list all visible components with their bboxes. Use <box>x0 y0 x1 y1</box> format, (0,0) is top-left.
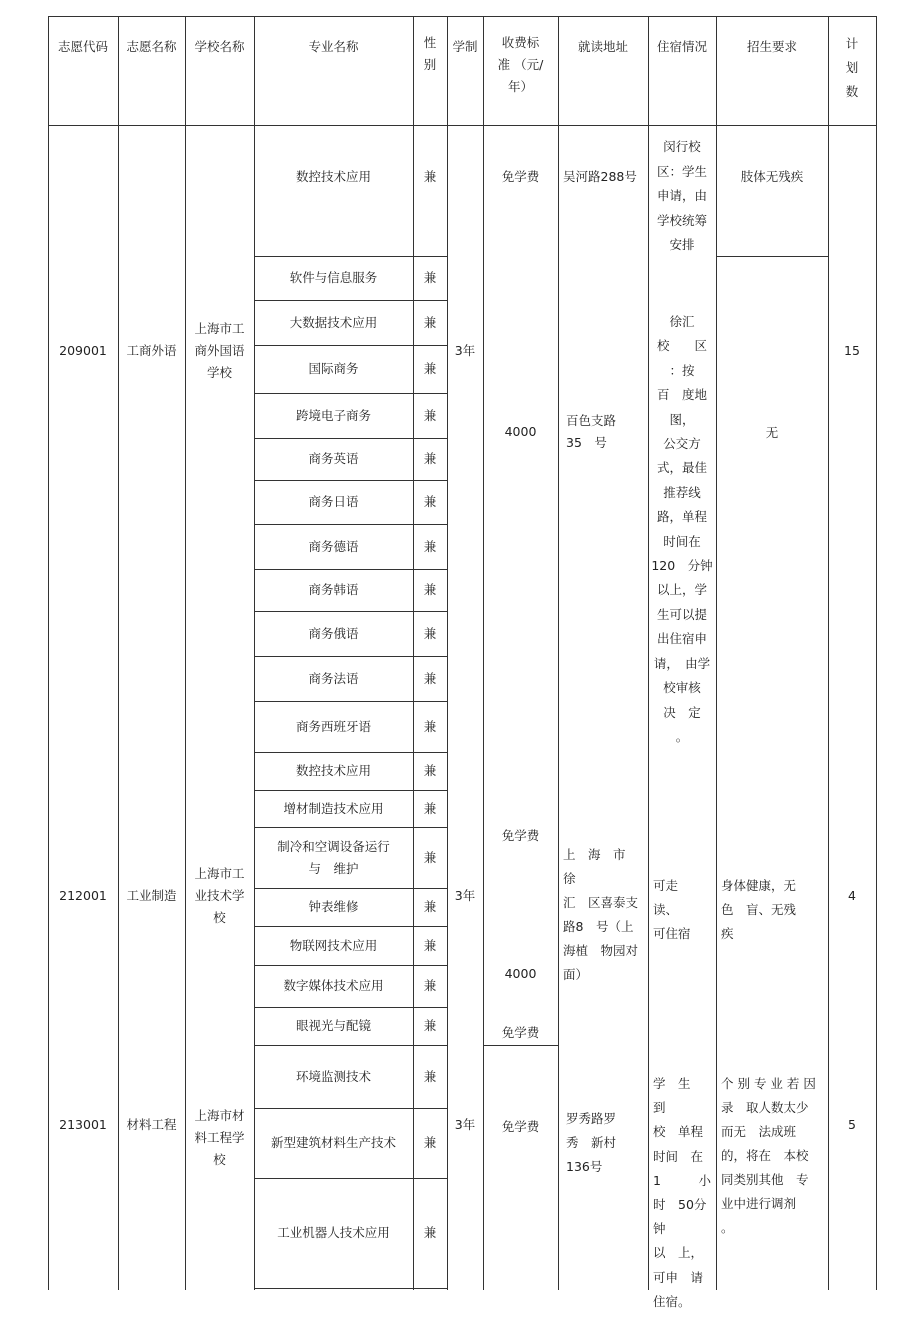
group2-address: 上 海 市 徐 汇 区喜泰支 路8 号（上 海植 物园对 面） <box>563 847 639 982</box>
group1-code: 209001 <box>59 343 107 358</box>
major-name: 商务德语 <box>308 538 359 554</box>
group2-school: 上海市工 业技术学 校 <box>194 866 245 925</box>
major-gender: 兼 <box>423 407 437 423</box>
major-name: 国际商务 <box>308 361 359 376</box>
major-name: 大数据技术应用 <box>289 314 378 330</box>
major-name: 数控技术应用 <box>295 763 371 778</box>
group2-quota: 4 <box>848 888 856 903</box>
major-name: 数控技术应用 <box>295 169 371 184</box>
major-name: 制冷和空调设备运行 与 维护 <box>277 838 390 876</box>
major-name: 新型建筑材料生产技术 <box>270 1135 396 1150</box>
major-name: 工业机器人技术应用 <box>277 1225 390 1240</box>
major-name: 跨境电子商务 <box>295 407 371 423</box>
major-name: 商务英语 <box>308 451 359 466</box>
major-gender: 兼 <box>423 494 437 509</box>
major-gender: 兼 <box>423 899 437 914</box>
major-gender: 兼 <box>423 361 437 376</box>
group2-fee-bottom: 免学费 <box>501 1025 540 1040</box>
major-gender: 兼 <box>423 270 437 285</box>
group3-address: 罗秀路罗 秀 新村 136号 <box>566 1110 617 1174</box>
major-name: 眼视光与配镜 <box>295 1018 371 1033</box>
group2-fee-top: 免学费 <box>501 828 540 843</box>
header-name: 志愿名称 <box>126 39 177 54</box>
major-gender: 兼 <box>423 978 437 993</box>
group1-requirements: 无 <box>765 425 779 440</box>
major-name: 环境监测技术 <box>295 1068 371 1084</box>
group2-code: 212001 <box>59 888 107 903</box>
header-requirements: 招生要求 <box>746 39 797 54</box>
major-gender: 兼 <box>423 1018 437 1033</box>
group1-first-address: 吴河路288号 <box>563 169 637 184</box>
group3-quota: 5 <box>848 1117 856 1132</box>
group2-requirements: 身体健康，无 色 盲、无残 疾 <box>721 878 797 941</box>
group3-name: 材料工程 <box>126 1117 177 1132</box>
major-name: 物联网技术应用 <box>289 937 378 953</box>
major-gender: 兼 <box>423 314 437 330</box>
group1-first-fee: 免学费 <box>501 169 540 184</box>
group2-years: 3年 <box>454 888 476 903</box>
major-gender: 兼 <box>423 800 437 816</box>
group2-fee-mid: 4000 <box>504 966 537 981</box>
major-gender: 兼 <box>423 582 437 597</box>
major-name: 商务俄语 <box>308 625 359 641</box>
group3-fee: 免学费 <box>501 1118 540 1134</box>
grid-vline <box>876 16 877 1290</box>
header-school: 学校名称 <box>194 39 245 54</box>
major-gender: 兼 <box>423 849 437 865</box>
header-major: 专业名称 <box>308 39 359 54</box>
group1-quota: 15 <box>844 343 860 358</box>
header-gender: 性 别 <box>423 35 437 72</box>
major-gender: 兼 <box>423 718 437 734</box>
major-name: 增材制造技术应用 <box>283 800 384 816</box>
major-gender: 兼 <box>423 1225 437 1240</box>
group1-school: 上海市工 商外国语 学校 <box>194 321 245 380</box>
major-name: 商务法语 <box>308 670 359 686</box>
group3-code: 213001 <box>59 1117 107 1132</box>
major-name: 商务西班牙语 <box>295 718 371 734</box>
major-gender: 兼 <box>423 451 437 466</box>
major-name: 钟表维修 <box>308 899 359 914</box>
group3-lodging: 学 生 到 校 单程 时间 在 1 小 时 50分 钟 以 上， 可申 请 住宿。 <box>653 1076 711 1309</box>
header-quota: 计 划 数 <box>845 36 859 99</box>
major-gender: 兼 <box>423 937 437 953</box>
header-fee: 收费标 准 （元/ 年） <box>497 35 544 94</box>
header-address: 就读地址 <box>577 39 628 54</box>
major-name: 商务韩语 <box>308 582 359 597</box>
group1-first-lodging: 闵行校 区：学生 申请，由 学校统筹 安排 <box>656 139 707 252</box>
group1-years: 3年 <box>454 343 476 358</box>
header-code: 志愿代码 <box>57 39 108 54</box>
header-years: 学制 <box>452 39 478 54</box>
group3-years: 3年 <box>454 1117 476 1132</box>
group1-lodging: 徐汇 校 区 ：按 百 度地 图， 公交方 式，最佳 推荐线 路，单程 时间在 120 分钟 以上，学 生可以提 出住宿申 请， 由学 校审核 决 定 。 <box>651 314 713 744</box>
group3-requirements: 个 别 专 业 若 因 录 取人数太少 而无 法成班 的，将在 本校 同类别其他 专 业中进行调剂 。 <box>721 1076 816 1235</box>
major-gender: 兼 <box>423 670 437 686</box>
major-name: 商务日语 <box>308 494 359 509</box>
major-name: 软件与信息服务 <box>289 270 378 285</box>
group2-lodging: 可走 读、 可住宿 <box>653 878 691 941</box>
group1-first-requirements: 肢体无残疾 <box>740 169 804 184</box>
group3-school: 上海市材 料工程学 校 <box>194 1107 245 1167</box>
major-name: 数字媒体技术应用 <box>283 978 384 993</box>
group1-address: 百色支路 35 号 <box>566 413 617 450</box>
major-gender: 兼 <box>423 169 437 184</box>
group2-name: 工业制造 <box>126 888 177 903</box>
header-lodging: 住宿情况 <box>656 39 707 54</box>
major-gender: 兼 <box>423 1135 437 1150</box>
major-gender: 兼 <box>423 538 437 554</box>
major-gender: 兼 <box>423 625 437 641</box>
group1-fee: 4000 <box>504 424 537 439</box>
major-gender: 兼 <box>423 1068 437 1084</box>
major-gender: 兼 <box>423 763 437 778</box>
group1-name: 工商外语 <box>126 343 177 358</box>
